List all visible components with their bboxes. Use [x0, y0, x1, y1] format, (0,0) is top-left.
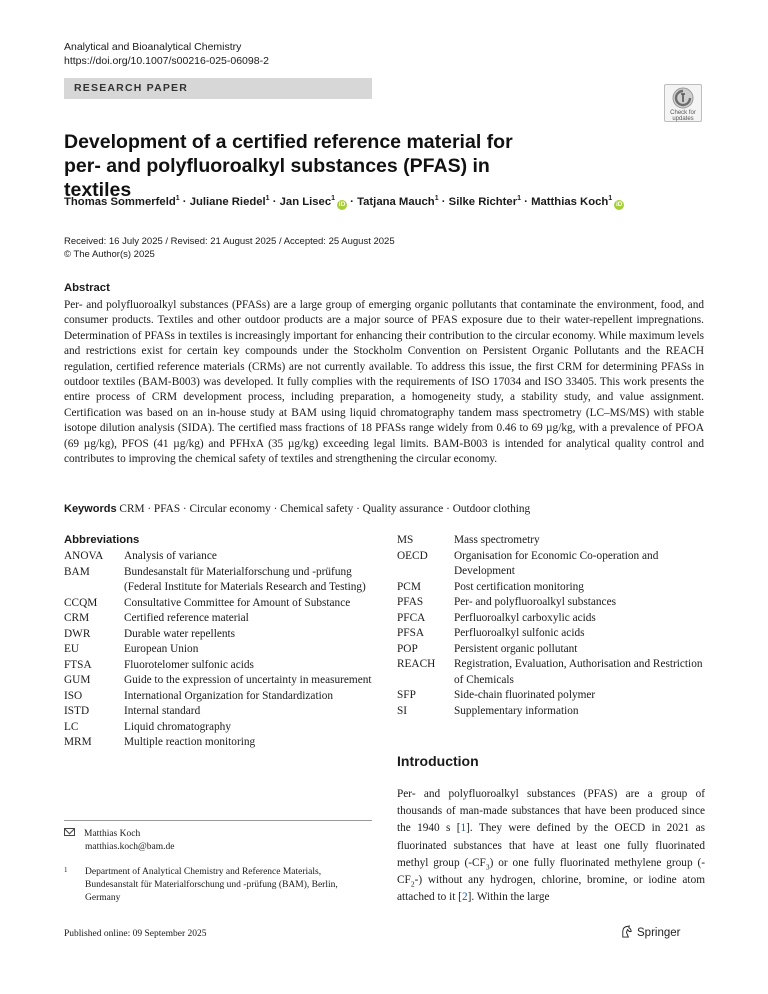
abbreviation-definition: Persistent organic pollutant — [454, 642, 578, 655]
author-separator: · — [521, 196, 532, 208]
corresponding-email[interactable]: matthias.koch@bam.de — [85, 842, 175, 852]
journal-header — [64, 40, 269, 68]
abbreviation-definition: Internal standard — [124, 705, 201, 717]
abbreviation-term: MS — [397, 534, 414, 546]
abbreviation-row — [64, 549, 374, 565]
abbreviation-row — [397, 642, 705, 658]
abbreviation-definition: Per- and polyfluoroalkyl substances — [454, 596, 616, 608]
author[interactable] — [190, 196, 270, 208]
abbreviation-term: SFP — [397, 689, 416, 701]
author-affiliation: 1 — [331, 195, 336, 203]
abbreviation-term: DWR — [64, 627, 91, 640]
springer-horse-icon — [620, 925, 633, 938]
affiliation-footnote — [64, 866, 364, 905]
check-updates-icon — [672, 87, 694, 109]
abbreviation-row — [397, 626, 705, 642]
footnote-divider — [64, 820, 372, 821]
keywords — [64, 503, 704, 515]
introduction-heading: Introduction — [397, 753, 479, 769]
abbreviation-definition: Post certification monitoring — [454, 580, 584, 593]
doi-link[interactable]: https://doi.org/10.1007/s00216-025-06098-2 — [64, 55, 269, 67]
abbreviation-row — [64, 735, 374, 751]
author-separator: · — [179, 196, 190, 208]
abbreviation-row — [397, 704, 705, 720]
check-label-1: Check for — [670, 110, 696, 116]
author-name: Juliane Riedel — [189, 196, 266, 208]
abbreviation-definition: Analysis of variance — [124, 550, 217, 562]
abbreviation-row — [64, 565, 374, 596]
author-name: Silke Richter — [448, 196, 518, 208]
author-affiliation: 1 — [517, 195, 522, 203]
abbreviation-term: PFAS — [397, 596, 424, 608]
abstract-heading: Abstract — [64, 282, 110, 294]
abbreviation-term: POP — [397, 642, 418, 655]
abbreviation-term: BAM — [64, 565, 90, 578]
author-separator: · — [347, 196, 358, 208]
affiliation-text: Department of Analytical Chemistry and Reference Materials, Bundesanstalt für Materialforschung und -prüfung (BAM), Berlin, Germany — [85, 867, 338, 903]
abbreviation-row — [64, 627, 374, 643]
author-name: Thomas Sommerfeld — [64, 196, 176, 208]
keywords-label: Keywords — [64, 503, 117, 515]
corresponding-author — [64, 828, 174, 854]
abbreviation-row — [397, 595, 705, 611]
article-dates — [64, 235, 395, 261]
abbreviation-term: CRM — [64, 612, 90, 624]
abbreviation-term: OECD — [397, 549, 428, 562]
abbreviation-row — [397, 611, 705, 627]
author[interactable] — [531, 196, 624, 208]
envelope-icon — [64, 828, 75, 836]
abbreviation-definition: Mass spectrometry — [454, 534, 540, 546]
abbreviation-row — [64, 704, 374, 720]
abbreviation-row — [64, 596, 374, 612]
author[interactable] — [449, 196, 521, 208]
orcid-icon[interactable]: iD — [338, 201, 346, 208]
abbreviation-term: GUM — [64, 674, 91, 686]
affiliation-number: 1 — [64, 866, 68, 874]
abbreviation-definition: Bundesanstalt für Materialforschung und -prüfung (Federal Institute for Materials Research and Testing) — [124, 565, 366, 593]
check-label-2: updates — [672, 116, 694, 122]
abbreviation-term: ISO — [64, 689, 83, 702]
abbreviation-row — [397, 533, 705, 549]
author-separator: · — [269, 196, 280, 208]
abbreviation-row — [64, 720, 374, 736]
abbreviation-definition: Liquid chromatography — [124, 720, 231, 733]
abbreviation-row — [397, 549, 705, 580]
author-separator: · — [438, 196, 449, 208]
abbreviations-left-list — [64, 549, 374, 751]
abbreviation-term: FTSA — [64, 658, 92, 671]
copyright-line: © The Author(s) 2025 — [64, 249, 155, 260]
orcid-icon[interactable]: iD — [615, 201, 623, 208]
abbreviation-definition: Durable water repellents — [124, 627, 236, 640]
author[interactable] — [64, 196, 180, 208]
abstract-text: Per- and polyfluoroalkyl substances (PFASs) are a large group of emerging organic pollutants that contaminate the environment, food, and consumer products. Textiles and other outdoor products are a major source of PFAS exposure due to their water-repellent impregnations. Determination of PFASs in textiles is increasingly important for enhancing their contribution to the circular economy. While maximum levels and restrictions exist for certain key compounds under the Stockholm Convention on Persistent Organic Pollutants and the REACH regulation, certified reference materials (CRMs) are not currently available. To address this issue, the first CRM for determining PFASs in outdoor textiles (BAM-B003) was developed. It fully complies with the requirements of ISO 17034 and ISO 33405. This work presents the entire process of CRM development process, including preparation, a homogeneity study, a stability study, and value assignment. Certification was based on an in-house study at BAM using liquid chromatography tandem mass spectrometry (LC–MS/MS) with stable isotope dilution analysis (SIDA). The certified mass fractions of 18 PFASs range widely from 0.46 to 69 µg/kg, with a prevalence of PFOA (69 µg/kg), PFOS (41 µg/kg) and PFHxA (35 µg/kg) exceeding legal limits. BAM-B003 is intended for analytical quality control and contributes to improving the chemical safety of textiles and strengthening the circular economy. — [64, 299, 704, 466]
date-line: Received: 16 July 2025 / Revised: 21 August 2025 / Accepted: 25 August 2025 — [64, 236, 395, 247]
abbreviation-definition: Multiple reaction monitoring — [124, 736, 256, 748]
abbreviation-term: CCQM — [64, 596, 98, 609]
abbreviation-definition: Organisation for Economic Co-operation and Development — [454, 549, 659, 577]
abbreviation-definition: Perfluoroalkyl sulfonic acids — [454, 627, 585, 639]
publisher-name: Springer — [637, 927, 681, 939]
abbreviation-definition: Side-chain fluorinated polymer — [454, 689, 596, 701]
abbreviations-right-list — [397, 533, 705, 719]
article-title: Development of a certified reference material for per- and polyfluoroalkyl substances (PFAS) in textiles — [64, 131, 513, 201]
abbreviation-term: PFCA — [397, 611, 426, 624]
publisher-logo — [620, 925, 680, 939]
abbreviation-term: EU — [64, 643, 80, 655]
abbreviation-definition: Fluorotelomer sulfonic acids — [124, 658, 254, 671]
author-affiliation: 1 — [608, 195, 613, 203]
abbreviation-row — [64, 673, 374, 689]
abbreviation-term: PCM — [397, 580, 421, 593]
abbreviation-term: ISTD — [64, 705, 90, 717]
abbreviation-term: REACH — [397, 658, 436, 670]
abbreviations-heading: Abbreviations — [64, 534, 140, 546]
reference-link-1[interactable]: 1 — [460, 822, 467, 835]
abbreviation-definition: European Union — [124, 643, 199, 655]
author-affiliation: 1 — [175, 195, 180, 203]
check-for-updates-badge[interactable] — [664, 84, 702, 122]
abbreviation-term: LC — [64, 720, 79, 733]
abbreviation-definition: International Organization for Standardization — [124, 689, 334, 702]
abbreviation-definition: Consultative Committee for Amount of Substance — [124, 596, 351, 609]
abbreviation-row — [64, 689, 374, 705]
author[interactable] — [280, 196, 347, 208]
author-name: Jan Lisec — [279, 196, 332, 208]
abbreviation-term: MRM — [64, 736, 92, 748]
corresponding-name: Matthias Koch — [84, 829, 141, 839]
article-type-band: RESEARCH PAPER — [64, 78, 372, 99]
abbreviation-term: PFSA — [397, 627, 425, 639]
abbreviation-definition: Supplementary information — [454, 704, 579, 717]
author-affiliation: 1 — [434, 195, 439, 203]
author-affiliation: 1 — [265, 195, 270, 203]
abbreviation-term: SI — [397, 704, 408, 717]
keywords-text: CRM · PFAS · Circular economy · Chemical safety · Quality assurance · Outdoor clothing — [119, 503, 531, 515]
author-name: Matthias Koch — [531, 196, 609, 208]
abbreviation-term: ANOVA — [64, 550, 104, 562]
author[interactable] — [357, 196, 439, 208]
author-list — [64, 196, 704, 210]
published-date: Published online: 09 September 2025 — [64, 929, 207, 939]
abbreviation-row — [64, 658, 374, 674]
author-name: Tatjana Mauch — [357, 196, 435, 208]
abbreviation-row — [64, 611, 374, 627]
abbreviation-row — [397, 688, 705, 704]
abbreviation-row — [397, 580, 705, 596]
abbreviation-definition: Registration, Evaluation, Authorisation and Restriction of Chemicals — [454, 658, 703, 686]
abbreviation-row — [64, 642, 374, 658]
abbreviation-definition: Perfluoroalkyl carboxylic acids — [454, 611, 596, 624]
reference-link-2[interactable]: 2 — [461, 891, 468, 904]
abbreviation-definition: Guide to the expression of uncertainty in measurement — [124, 674, 372, 686]
journal-name: Analytical and Bioanalytical Chemistry — [64, 41, 242, 53]
introduction-text: Per- and polyfluoroalkyl substances (PFAS) are a group of thousands of man-made substances that have been produced since the 1940 s [1]. They were defined by the OECD in 2021 as fluorinated substances that have at least one fully fluorinated methyl group $(-CF_3)$ or one fully fluorinated methylene group $(-CF_2-)$ without any hydrogen, chlorine, bromine, or iodine atom attached to it [2]. Within the large — [397, 788, 705, 904]
abbreviation-definition: Certified reference material — [124, 612, 249, 624]
abbreviation-row — [397, 657, 705, 688]
